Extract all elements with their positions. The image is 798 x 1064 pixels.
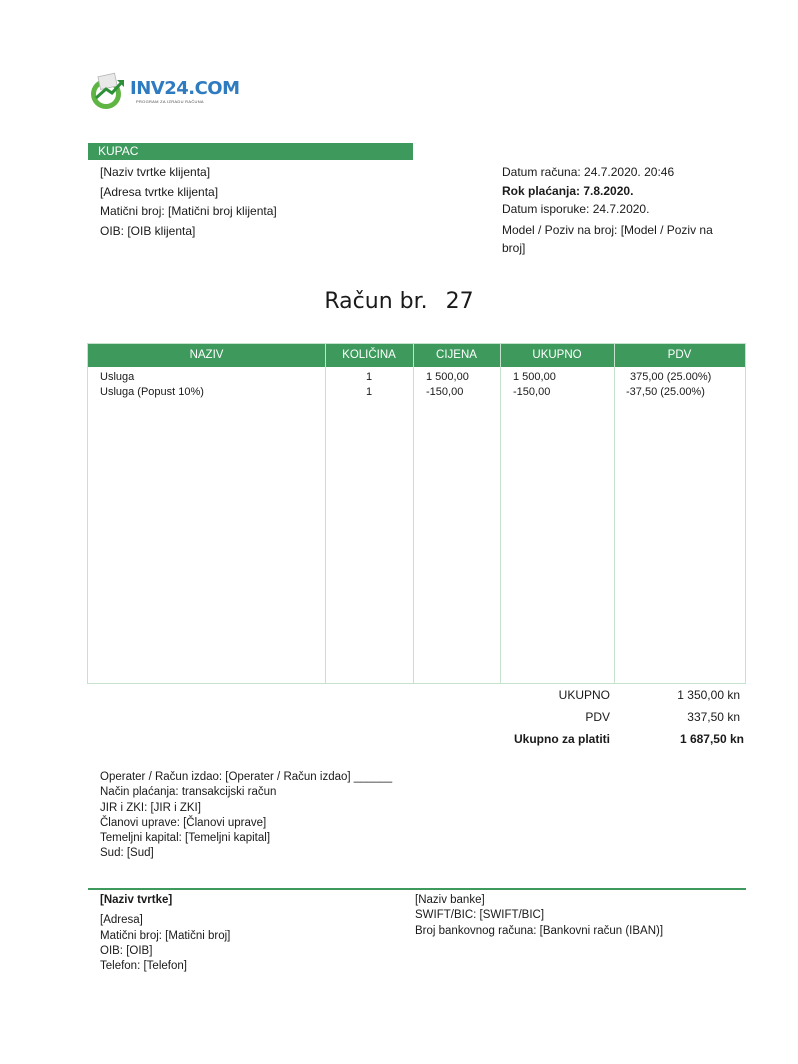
note-board-members: Članovi uprave: [Članovi uprave] — [100, 816, 267, 829]
header-ukupno: UKUPNO — [532, 349, 582, 361]
column-divider — [413, 344, 414, 683]
row-kolicina: 1 — [365, 371, 373, 383]
logo-icon — [88, 72, 128, 110]
model-reference-cont: broj] — [502, 241, 526, 255]
vat-value: 337,50 kn — [687, 710, 740, 724]
note-payment-method: Način plaćanja: transakcijski račun — [100, 786, 277, 799]
buyer-address: [Adresa tvrtke klijenta] — [100, 184, 219, 199]
buyer-oib: OIB: [OIB klijenta] — [100, 223, 196, 238]
note-jir-zki: JIR i ZKI: [JIR i ZKI] — [100, 801, 201, 814]
row-pdv: 375,00 (25.00%) — [630, 371, 712, 383]
row-ukupno: 1 500,00 — [513, 371, 556, 383]
footer-registration: Matični broj: [Matični broj] — [100, 929, 231, 942]
buyer-heading: KUPAC — [88, 143, 413, 160]
vat-row — [480, 710, 744, 732]
row-cijena: -150,00 — [426, 386, 464, 398]
buyer-details — [100, 163, 277, 241]
header-naziv: NAZIV — [189, 349, 224, 361]
row-cijena: 1 500,00 — [426, 371, 469, 383]
total-value: 1 687,50 kn — [679, 732, 744, 746]
footer-bank-details — [415, 893, 663, 939]
vat-label: PDV — [585, 710, 610, 724]
invoice-notes — [100, 770, 392, 862]
buyer-company: [Naziv tvrtke klijenta] — [100, 165, 211, 179]
invoice-meta — [502, 163, 742, 258]
table-header — [88, 344, 745, 367]
footer-bank-name: [Naziv banke] — [415, 894, 485, 906]
footer-address: [Adresa] — [100, 914, 143, 927]
invoice-date: Datum računa: 24.7.2020. 20:46 — [502, 165, 675, 179]
header-pdv: PDV — [667, 349, 692, 361]
invoice-number: 27 — [445, 289, 474, 314]
subtotal-row — [480, 688, 744, 710]
note-share-capital: Temeljni kapital: [Temeljni kapital] — [100, 832, 271, 845]
footer-swift: SWIFT/BIC: [SWIFT/BIC] — [415, 909, 545, 922]
footer-company-name: [Naziv tvrtke] — [100, 894, 173, 906]
logo-name: INV24.COM — [130, 78, 240, 99]
note-operator: Operater / Račun izdao: [Operater / Račun izdao] ______ — [100, 771, 393, 783]
header-kolicina: KOLIČINA — [342, 349, 396, 361]
buyer-registration: Matični broj: [Matični broj klijenta] — [100, 204, 277, 218]
subtotal-value: 1 350,00 kn — [677, 688, 740, 702]
model-reference: Model / Poziv na broj: [Model / Poziv na — [502, 222, 713, 237]
footer-divider — [88, 888, 746, 890]
logo-tagline: PROGRAM ZA IZRADU RAČUNA — [136, 99, 204, 104]
column-divider — [500, 344, 501, 683]
total-row — [480, 732, 744, 754]
due-date: Rok plaćanja: 7.8.2020. — [502, 183, 634, 198]
total-label: Ukupno za platiti — [514, 732, 610, 746]
totals — [480, 688, 744, 754]
note-court: Sud: [Sud] — [100, 847, 154, 860]
row-kolicina: 1 — [365, 386, 373, 398]
row-naziv: Usluga (Popust 10%) — [100, 386, 204, 398]
footer-phone: Telefon: [Telefon] — [100, 960, 187, 973]
delivery-date: Datum isporuke: 24.7.2020. — [502, 202, 650, 216]
subtotal-label: UKUPNO — [558, 688, 610, 702]
items-table — [87, 343, 746, 684]
row-naziv: Usluga — [100, 371, 135, 383]
footer-iban: Broj bankovnog računa: [Bankovni račun (IBAN)] — [415, 924, 664, 937]
company-logo — [88, 72, 240, 112]
invoice-title-label: Račun br. — [324, 289, 428, 314]
row-pdv: -37,50 (25.00%) — [626, 386, 705, 398]
column-divider — [614, 344, 615, 683]
invoice-title — [0, 289, 798, 314]
footer-oib: OIB: [OIB] — [100, 944, 153, 957]
header-cijena: CIJENA — [436, 349, 477, 361]
row-ukupno: -150,00 — [513, 386, 551, 398]
footer-company-details — [100, 893, 230, 974]
